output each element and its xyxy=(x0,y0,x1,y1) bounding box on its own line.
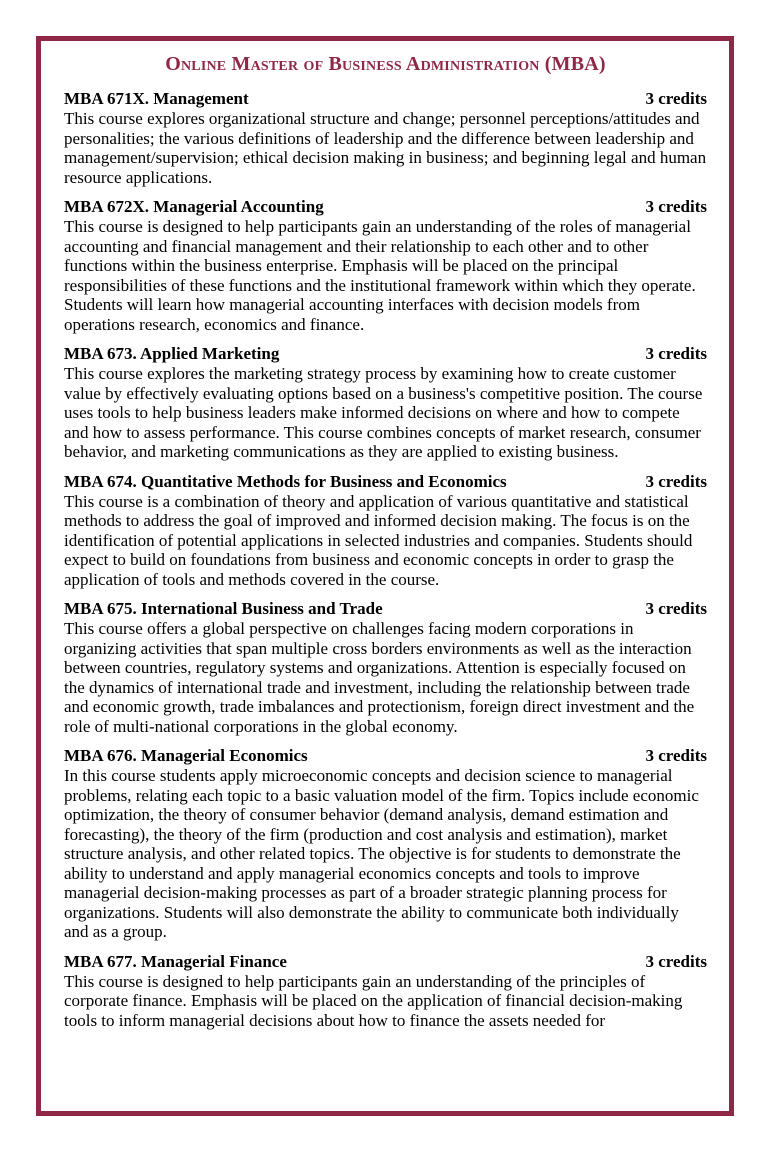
course-code-title: MBA 671X. Management xyxy=(64,89,249,108)
page-border-frame xyxy=(36,36,734,1116)
course-entry xyxy=(64,344,707,462)
course-credits: 3 credits xyxy=(645,599,707,618)
course-description: In this course students apply microeconomic concepts and decision science to managerial problems, relating each topic to a basic valuation model of the firm. Topics include economic optimization, the theory of consumer behavior (demand analysis, demand estimation and forecasting), the theory of the firm (production and cost analysis and estimation), market structure analysis, and other related topics. The objective is for students to demonstrate the ability to understand and apply managerial economics concepts and tools to improve managerial decision-making processes as part of a broader strategic planning process for organizations. Students will also demonstrate the ability to communicate both individually and as a group. xyxy=(64,766,699,941)
course-header xyxy=(64,599,707,619)
course-header xyxy=(64,952,707,972)
course-entry xyxy=(64,746,707,942)
course-credits: 3 credits xyxy=(645,746,707,765)
page-title: Online Master of Business Administration (MBA) xyxy=(165,53,606,75)
course-code-title: MBA 677. Managerial Finance xyxy=(64,951,287,971)
course-code-title: MBA 675. International Business and Trade xyxy=(64,599,383,618)
course-description: This course explores organizational structure and change; personnel perceptions/attitudes and personalities; the various definitions of leadership and the difference between leadership and management/supervision; ethical decision making in business; and beginning legal and human resource applications. xyxy=(64,109,707,187)
course-list xyxy=(64,89,707,1030)
course-description: This course offers a global perspective on challenges facing modern corporations in organizing activities that span multiple cross borders environments as well as the interaction between countries, regulatory systems and organizations. Attention is especially focused on the dynamics of international trade and investment, including the relationship between trade and economic growth, trade imbalances and protectionism, foreign direct investment and the role of multi-national corporations in the global economy. xyxy=(64,619,695,736)
course-header xyxy=(64,197,707,217)
course-credits: 3 credits xyxy=(645,197,707,216)
course-header xyxy=(64,344,707,364)
course-code-title: MBA 674. Quantitative Methods for Business and Economics xyxy=(64,471,507,491)
course-description: This course explores the marketing strategy process by examining how to create customer value by effectively evaluating options based on a business's competitive position. The course uses tools to help business leaders make informed decisions on where and how to compete and how to assess performance. This course combines concepts of market research, consumer behavior, and marketing communications as they are applied to existing business. xyxy=(64,364,703,461)
course-description: This course is designed to help participants gain an understanding of the principles of corporate finance. Emphasis will be placed on the application of financial decision-making tools to inform managerial decisions about how to finance the assets needed for xyxy=(64,971,683,1030)
course-code-title: MBA 673. Applied Marketing xyxy=(64,344,280,363)
course-code-title: MBA 676. Managerial Economics xyxy=(64,746,308,765)
course-header xyxy=(64,746,707,766)
course-description: This course is a combination of theory and application of various quantitative and statistical methods to address the goal of improved and informed decision making. The focus is on the identification of potential applications in selected industries and companies. Students should expect to build on foundations from business and economic concepts in order to grasp the application of tools and methods covered in the course. xyxy=(64,491,693,589)
course-header xyxy=(64,472,707,492)
course-credits: 3 credits xyxy=(645,89,707,108)
course-code-title: MBA 672X. Managerial Accounting xyxy=(64,197,324,216)
course-entry xyxy=(64,197,707,334)
course-credits: 3 credits xyxy=(645,471,707,491)
course-header xyxy=(64,89,707,109)
course-entry xyxy=(64,599,707,736)
course-entry xyxy=(64,89,707,187)
course-credits: 3 credits xyxy=(645,951,707,971)
course-entry xyxy=(64,472,707,590)
course-entry xyxy=(64,952,707,1031)
course-description: This course is designed to help participants gain an understanding of the roles of managerial accounting and financial management and their relationship to each other and to other functions within the business enterprise. Emphasis will be placed on the principal responsibilities of these functions and the institutional framework within which they operate. Students will learn how managerial accounting interfaces with decision models from operations research, economics and finance. xyxy=(64,217,696,334)
course-credits: 3 credits xyxy=(645,344,707,363)
